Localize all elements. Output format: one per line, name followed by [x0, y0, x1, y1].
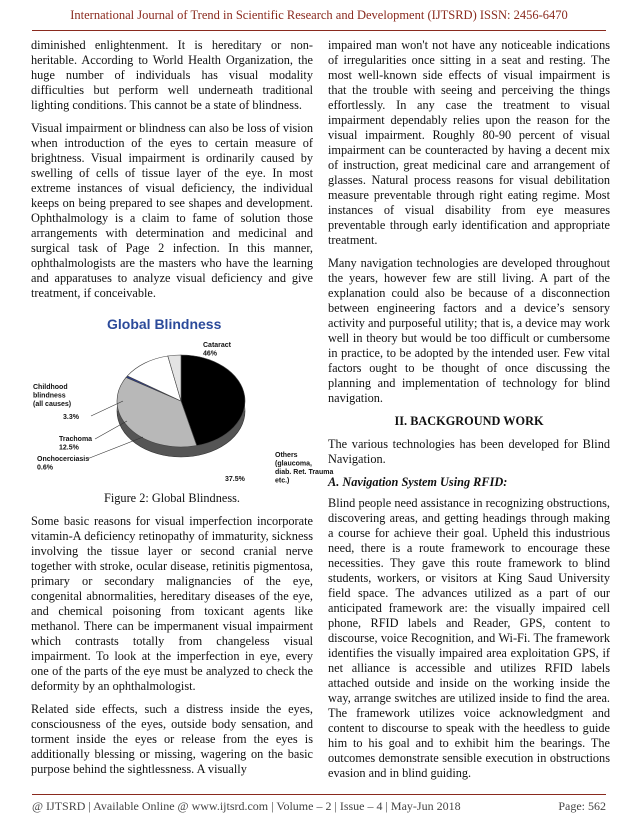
pie-label: (glaucoma, [275, 460, 312, 468]
pie-label: Others [275, 452, 298, 459]
pie-chart [31, 309, 334, 485]
pie-label: blindness [33, 392, 66, 400]
paragraph: Blind people need assistance in recognizing obstructions, discovering areas, and getting headings through making a course for achieve their goal. Upheld this industrious need, there is a route framework to encourage these necessities. They gave this route framework to blind students, workers, or visitors at King Saud University field space. The advances utilized as a part of our anticipated framework are: the visually impaired cell phone, RFID labels and Reader, GPS, content to discourse, voice Recognition, and Wi-Fi. The framework identifies the visually impaired area exploitation GPS, if net alliance is accessible and utilizes RFID labels attached outside and inside on the working inside the way, arrange switches are utilized inside to find the area. The framework utilizes voice acknowledgment and content to discourse to speak with the heedless to guide him to his goal and to exhibit him the bearings. The outcomes demonstrate sensible execution in obstructions evasion and in blind guiding. [328, 496, 610, 780]
chart-title: Global Blindness [107, 316, 222, 332]
leader-line [87, 437, 143, 459]
pie-label: Cataract [203, 342, 232, 349]
footer-rule [32, 794, 606, 795]
pie-label: 12.5% [59, 444, 79, 452]
page-footer [32, 799, 606, 814]
paragraph: Related side effects, such a distress inside the eyes, consciousness of the eyes, outside body sensation, and torment inside the eyes or release from the eyes is additionally blessing or missing, wagering on the basic purpose behind the sightlessness. A visually [31, 702, 313, 776]
paragraph: Many navigation technologies are developed throughout the years, however few are still living. A part of the explanation could also be because of a disconnection between engineering factors and a device’s sensory activity and purposeful utility; that is, a device may work well in theory but would be too difficult or cumbersome in practice, to be adopted by the intended user. Few vital factors ought to be thought of once discussing the planning and implementation of technology for blind navigation. [328, 256, 610, 405]
pie-label: 3.3% [63, 414, 79, 421]
pie-label: Childhood [33, 384, 68, 391]
header-rule [32, 30, 606, 31]
paragraph: diminished enlightenment. It is hereditary or non-heritable. According to World Health Organization, the huge number of individuals has visual modality difficulties but perform well underneath traditional lighting conditions. This cannot be a state of blindness. [31, 38, 313, 112]
pie-label: diab. Ret. Trauma [275, 469, 334, 476]
pie-label: 46% [203, 350, 218, 358]
paragraph: The various technologies has been developed for Blind Navigation. [328, 437, 610, 466]
global-blindness-figure [31, 309, 334, 485]
paragraph: Some basic reasons for visual imperfection incorporate vitamin-A deficiency retinopathy of immaturity, sickness involving the tissue layer or second cranial nerve together with stroke, ocular disease, retinitis pigmentosa, primary or secondary malignancies of the eye, congenital abnormalities, hereditary diseases of the eye, and chemical poisoning from toxicant agents like methanol. There can be impermanent visual impairment which contrasts totally from changeless visual impairment. To look at the imperfection in eye, every one of the parts of the eye must be analyzed to check the deformity by an ophthalmologist. [31, 514, 313, 693]
subsection-title: A. Navigation System Using RFID: [328, 475, 508, 489]
figure-caption: Figure 2: Global Blindness. [104, 491, 240, 505]
pie-label: Trachoma [59, 436, 93, 443]
right-column [328, 38, 610, 781]
pie-label: etc.) [275, 477, 290, 485]
pie-label: Onchocerciasis [37, 456, 90, 463]
pie-label: (all causes) [33, 401, 72, 408]
pie-label: 0.6% [37, 464, 53, 472]
page-number: Page: 562 [558, 799, 606, 813]
section-title: II. BACKGROUND WORK [394, 414, 544, 428]
pie-label: 37.5% [225, 476, 245, 483]
footer-info: @ IJTSRD | Available Online @ www.ijtsrd.com | Volume – 2 | Issue – 4 | May-Jun 2018 [32, 799, 461, 813]
paragraph: Visual impairment or blindness can also be loss of vision when introduction of the eyes to certain measure of brightness. Visual impairment is ordinarily caused by swelling of cells of tissue layer of the eye. In most extreme instances of visual deficiency, the individual keeps on being prepared to see shapes and development. Ophthalmology is a claim to fame of solution those arrangements with determination and medicinal and surgical task of Page 2 infection. In this manner, ophthalmologists are the masters who have the learning and apparatuses to analyze visual deficiency and give treatment, if conceivable. [31, 121, 313, 300]
journal-header: International Journal of Trend in Scientific Research and Development (IJTSRD) ISSN: 2456-6470 [70, 8, 568, 22]
left-column [31, 38, 334, 777]
paragraph: impaired man won't not have any noticeable indications of irregularities once sitting in a seat and resting. The most well-known side effects of visual impairment is that the trouble with seeing and perceiving the things effortlessly. In any case the treatment to visual impairment dependably relies upon the reason for the visual impairment. Roughly 80-90 percent of visual impairment can be counteracted by having a decent mix of instruction, great medicinal care and arrangement of glasses. Natural process reasons for visual debilitation measure preventable through right eating regime. Most instances of visual disability from eye measures preventable through early identification and appropriate treatment. [328, 38, 610, 247]
